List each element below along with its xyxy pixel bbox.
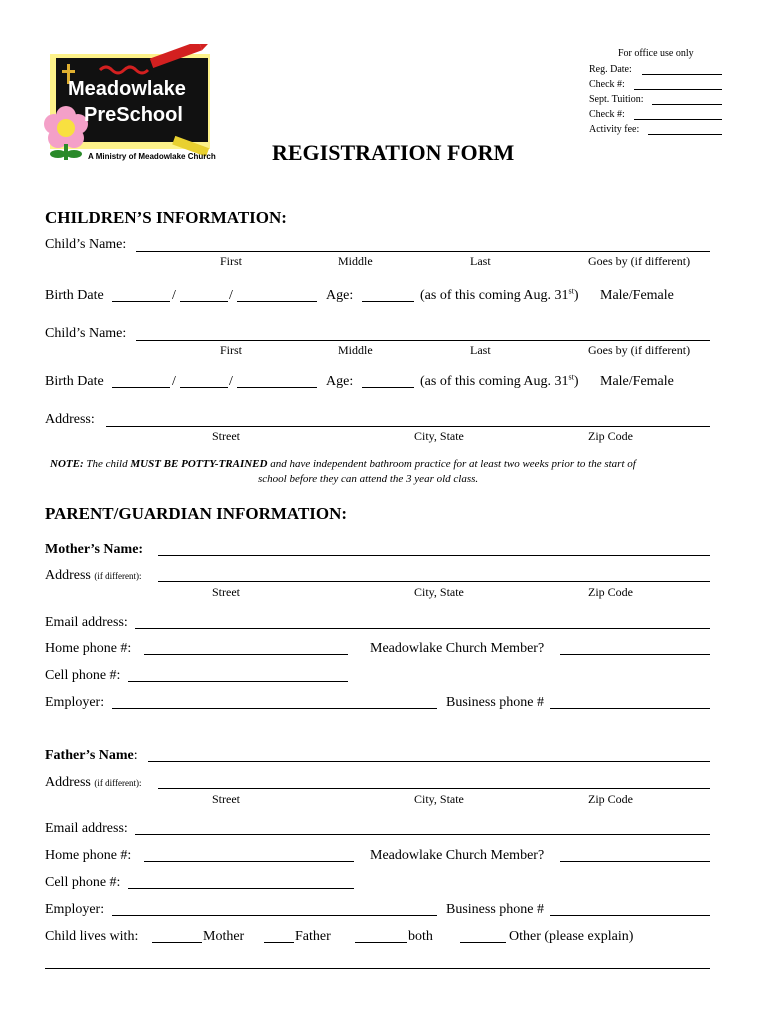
father-business-phone-field[interactable] [550, 915, 710, 916]
child2-age-label: Age: [326, 374, 354, 389]
logo [40, 44, 220, 168]
father-street-caption: Street [212, 792, 240, 806]
child1-name-label: Child’s Name: [45, 237, 127, 252]
child1-first-caption: First [220, 254, 243, 268]
father-cell-phone-label: Cell phone #: [45, 875, 121, 890]
logo-line2: PreSchool [84, 104, 183, 126]
parents-heading: PARENT/GUARDIAN INFORMATION: [45, 504, 348, 523]
child2-gender[interactable]: Male/Female [600, 374, 674, 389]
child1-birth-month[interactable] [112, 301, 170, 302]
mother-address-field[interactable] [158, 581, 710, 582]
child2-birth-month[interactable] [112, 387, 170, 388]
lives-with-other-label: Other (please explain) [509, 929, 634, 944]
mother-cell-phone-label: Cell phone #: [45, 668, 121, 683]
mother-email-field[interactable] [135, 628, 710, 629]
form-title: REGISTRATION FORM [272, 140, 515, 165]
lives-with-other-field[interactable] [460, 942, 506, 943]
lives-with-mother-field[interactable] [152, 942, 202, 943]
mother-email-label: Email address: [45, 615, 128, 630]
office-activity-fee-field[interactable] [648, 134, 722, 135]
child2-name-field[interactable] [136, 340, 710, 341]
child1-as-of: (as of this coming Aug. 31st) [420, 286, 579, 303]
child2-slash1: / [172, 374, 176, 389]
father-church-member-field[interactable] [560, 861, 710, 862]
lives-with-father-field[interactable] [264, 942, 294, 943]
child1-age-label: Age: [326, 288, 354, 303]
child2-goesby-caption: Goes by (if different) [588, 343, 691, 357]
father-employer-label: Employer: [45, 902, 105, 917]
children-zip-caption: Zip Code [588, 429, 633, 443]
child1-slash1: / [172, 288, 176, 303]
children-heading: CHILDREN’S INFORMATION: [45, 208, 287, 227]
children-street-caption: Street [212, 429, 240, 443]
child2-first-caption: First [220, 343, 243, 357]
father-zip-caption: Zip Code [588, 792, 633, 806]
child1-age-field[interactable] [362, 301, 414, 302]
father-email-field[interactable] [135, 834, 710, 835]
father-city-caption: City, State [414, 792, 464, 806]
office-activity-fee-label: Activity fee: [589, 124, 640, 135]
office-sept-tuition-label: Sept. Tuition: [589, 94, 644, 105]
logo-line1: Meadowlake [68, 78, 186, 100]
child1-goesby-caption: Goes by (if different) [588, 254, 691, 268]
lives-with-label: Child lives with: [45, 929, 139, 944]
lives-with-both-field[interactable] [355, 942, 407, 943]
office-check2-field[interactable] [634, 119, 722, 120]
mother-zip-caption: Zip Code [588, 585, 633, 599]
child2-middle-caption: Middle [338, 343, 373, 357]
mother-street-caption: Street [212, 585, 240, 599]
mother-church-member-label: Meadowlake Church Member? [370, 641, 545, 656]
child2-slash2: / [229, 374, 233, 389]
office-title: For office use only [618, 48, 694, 59]
child2-birth-day[interactable] [180, 387, 228, 388]
office-check1-label: Check #: [589, 79, 625, 90]
child1-name-field[interactable] [136, 251, 710, 252]
mother-church-member-field[interactable] [560, 654, 710, 655]
mother-business-phone-label: Business phone # [446, 695, 544, 710]
potty-note-line2: school before they can attend the 3 year old class. [258, 473, 479, 485]
mother-name-label: Mother’s Name: [45, 542, 144, 557]
office-reg-date-field[interactable] [642, 74, 722, 75]
child1-birth-year[interactable] [237, 301, 317, 302]
child2-birthdate-label: Birth Date [45, 374, 104, 389]
lives-with-mother-label: Mother [203, 929, 245, 944]
father-name-label: Father’s Name: [45, 748, 138, 763]
children-address-field[interactable] [106, 426, 710, 427]
mother-business-phone-field[interactable] [550, 708, 710, 709]
child1-last-caption: Last [470, 254, 491, 268]
child1-middle-caption: Middle [338, 254, 373, 268]
child1-slash2: / [229, 288, 233, 303]
children-city-caption: City, State [414, 429, 464, 443]
father-address-label: Address (if different): [45, 775, 142, 790]
potty-note-line1: NOTE: The child MUST BE POTTY-TRAINED and have independent bathroom practice for at least two weeks prior to the start of [50, 458, 636, 470]
logo-ministry: A Ministry of Meadowlake Church [88, 152, 216, 161]
child1-birthdate-label: Birth Date [45, 288, 104, 303]
mother-name-field[interactable] [158, 555, 710, 556]
father-home-phone-field[interactable] [144, 861, 354, 862]
lives-with-both-label: both [408, 929, 433, 944]
office-check2-label: Check #: [589, 109, 625, 120]
father-home-phone-label: Home phone #: [45, 848, 132, 863]
father-email-label: Email address: [45, 821, 128, 836]
mother-employer-label: Employer: [45, 695, 105, 710]
mother-home-phone-field[interactable] [144, 654, 348, 655]
mother-home-phone-label: Home phone #: [45, 641, 132, 656]
father-address-field[interactable] [158, 788, 710, 789]
child1-gender[interactable]: Male/Female [600, 288, 674, 303]
office-reg-date-label: Reg. Date: [589, 64, 632, 75]
children-address-label: Address: [45, 412, 95, 427]
father-name-field[interactable] [148, 761, 710, 762]
child2-name-label: Child’s Name: [45, 326, 127, 341]
mother-employer-field[interactable] [112, 708, 437, 709]
office-check1-field[interactable] [634, 89, 722, 90]
father-employer-field[interactable] [112, 915, 437, 916]
mother-cell-phone-field[interactable] [128, 681, 348, 682]
child2-birth-year[interactable] [237, 387, 317, 388]
child1-birth-day[interactable] [180, 301, 228, 302]
child2-last-caption: Last [470, 343, 491, 357]
lives-with-father-label: Father [295, 929, 331, 944]
father-cell-phone-field[interactable] [128, 888, 354, 889]
mother-address-label: Address (if different): [45, 568, 142, 583]
father-business-phone-label: Business phone # [446, 902, 544, 917]
office-sept-tuition-field[interactable] [652, 104, 722, 105]
lives-with-explain-field[interactable] [45, 968, 710, 969]
father-church-member-label: Meadowlake Church Member? [370, 848, 545, 863]
child2-age-field[interactable] [362, 387, 414, 388]
mother-city-caption: City, State [414, 585, 464, 599]
child2-as-of: (as of this coming Aug. 31st) [420, 372, 579, 389]
